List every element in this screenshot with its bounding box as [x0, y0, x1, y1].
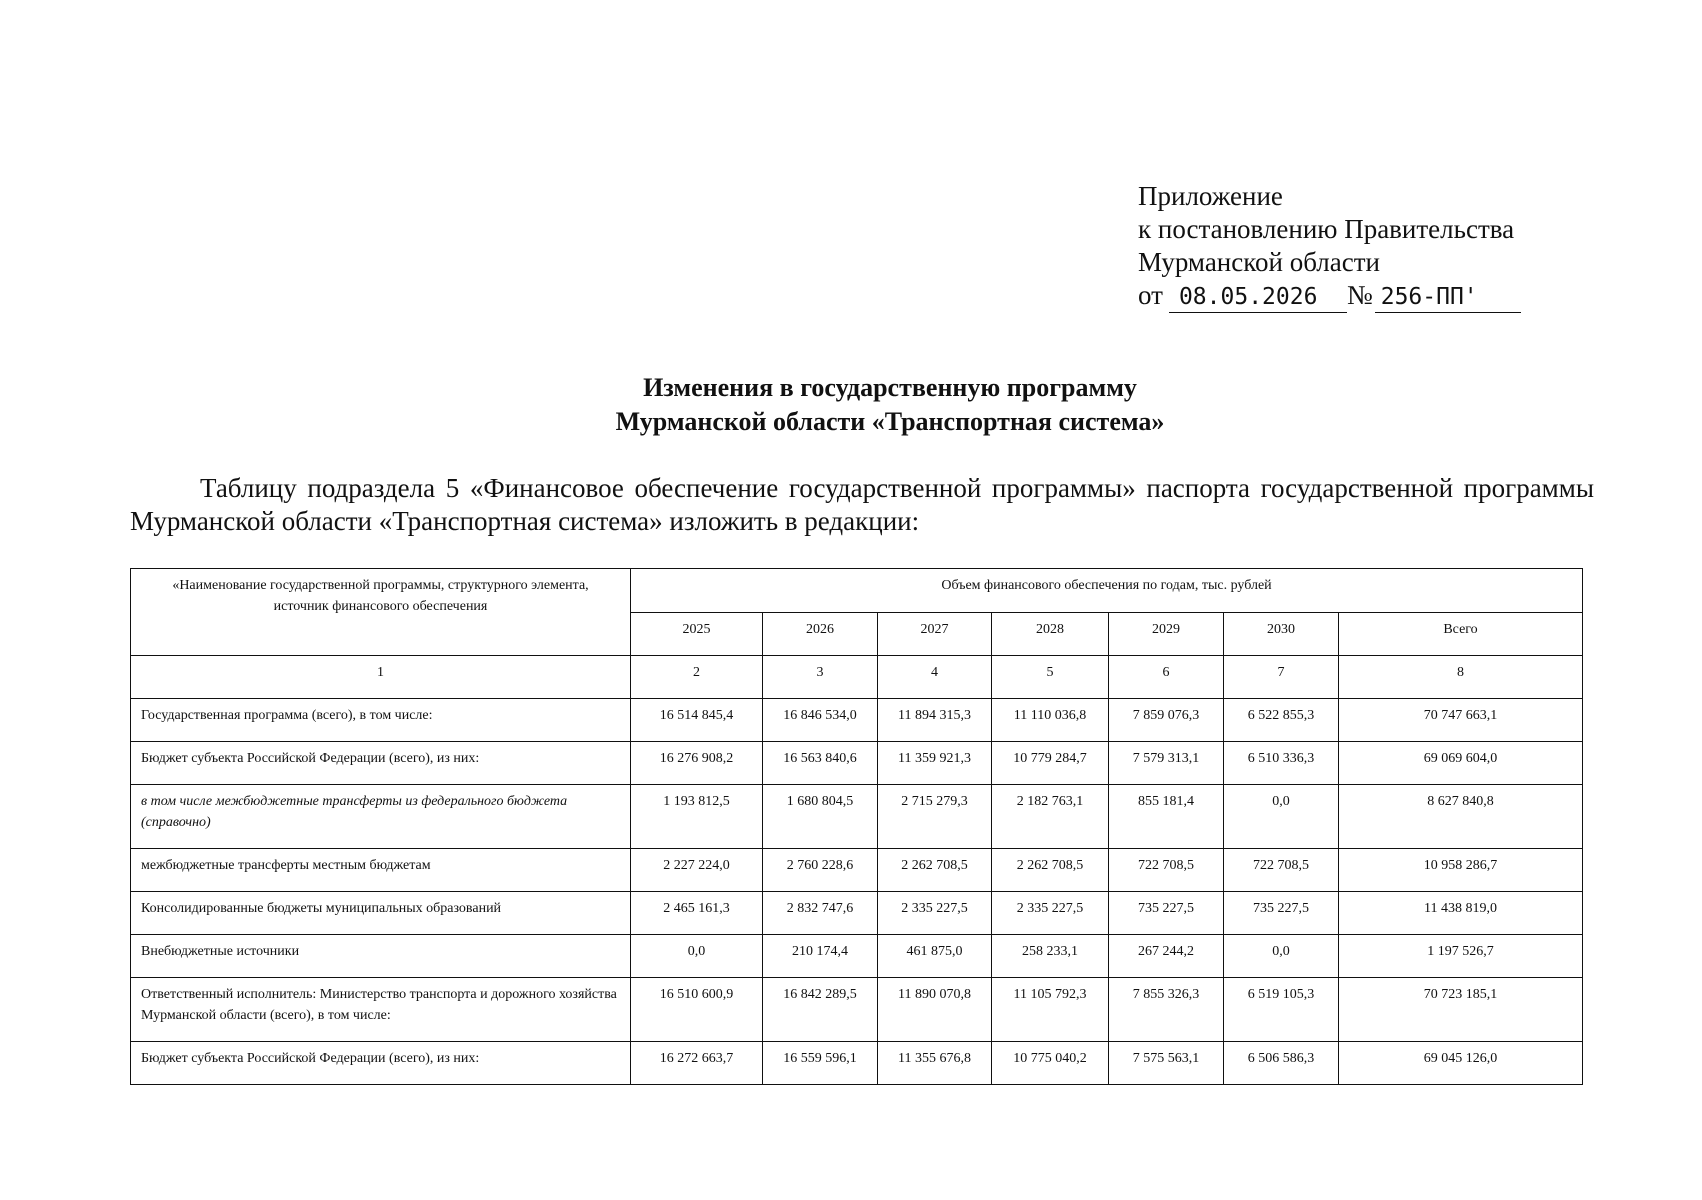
date-prefix: от: [1138, 280, 1163, 310]
appendix-decree-line: к постановлению Правительства: [1138, 214, 1515, 244]
table-row: [131, 978, 1583, 1042]
appendix-block: [1138, 180, 1521, 313]
value-cell: 6 519 105,3: [1224, 978, 1339, 1042]
year-header: 2027: [878, 612, 992, 656]
row-name: Бюджет субъекта Российской Федерации (всего), из них:: [131, 742, 631, 785]
table-row: [131, 935, 1583, 978]
row-name: Государственная программа (всего), в том числе:: [131, 699, 631, 742]
total-cell: 70 723 185,1: [1339, 978, 1583, 1042]
appendix-region-line: Мурманской области: [1138, 247, 1380, 277]
decree-number: 256-ПП': [1375, 282, 1521, 313]
document-title: [0, 371, 1702, 439]
table-row: [131, 849, 1583, 892]
total-cell: 69 045 126,0: [1339, 1042, 1583, 1085]
column-number: 4: [878, 656, 992, 699]
value-cell: 16 272 663,7: [631, 1042, 763, 1085]
value-cell: 16 846 534,0: [763, 699, 878, 742]
financing-group-header: Объем финансового обеспечения по годам, тыс. рублей: [631, 569, 1583, 613]
value-cell: 2 715 279,3: [878, 785, 992, 849]
value-cell: 258 233,1: [992, 935, 1109, 978]
name-header-text-2: источник финансового обеспечения: [273, 599, 488, 614]
value-cell: 16 276 908,2: [631, 742, 763, 785]
value-cell: 0,0: [1224, 785, 1339, 849]
value-cell: 735 227,5: [1109, 892, 1224, 935]
value-cell: 210 174,4: [763, 935, 878, 978]
column-number: 5: [992, 656, 1109, 699]
value-cell: 16 514 845,4: [631, 699, 763, 742]
value-cell: 2 760 228,6: [763, 849, 878, 892]
total-cell: 1 197 526,7: [1339, 935, 1583, 978]
appendix-date-line: [1138, 279, 1521, 313]
name-column-header: [131, 569, 631, 656]
value-cell: 722 708,5: [1109, 849, 1224, 892]
value-cell: 11 105 792,3: [992, 978, 1109, 1042]
total-cell: 8 627 840,8: [1339, 785, 1583, 849]
decree-date: 08.05.2026: [1169, 282, 1347, 313]
column-number: 1: [131, 656, 631, 699]
value-cell: 1 193 812,5: [631, 785, 763, 849]
value-cell: 11 355 676,8: [878, 1042, 992, 1085]
table-row: [131, 785, 1583, 849]
value-cell: 1 680 804,5: [763, 785, 878, 849]
column-number: 6: [1109, 656, 1224, 699]
value-cell: 6 522 855,3: [1224, 699, 1339, 742]
value-cell: 0,0: [1224, 935, 1339, 978]
value-cell: 11 894 315,3: [878, 699, 992, 742]
value-cell: 7 575 563,1: [1109, 1042, 1224, 1085]
value-cell: 2 227 224,0: [631, 849, 763, 892]
value-cell: 461 875,0: [878, 935, 992, 978]
table-row: [131, 1042, 1583, 1085]
row-name: Консолидированные бюджеты муниципальных образований: [131, 892, 631, 935]
column-number: 3: [763, 656, 878, 699]
year-header: 2029: [1109, 612, 1224, 656]
value-cell: 2 182 763,1: [992, 785, 1109, 849]
total-cell: 10 958 286,7: [1339, 849, 1583, 892]
row-name: Внебюджетные источники: [131, 935, 631, 978]
title-line-2: Мурманской области «Транспортная система»: [615, 407, 1165, 436]
value-cell: 16 842 289,5: [763, 978, 878, 1042]
intro-paragraph: Таблицу подраздела 5 «Финансовое обеспечение государственной программы» паспорта государственной программы Мурманской области «Транспортная система» изложить в редакции:: [130, 473, 1594, 536]
financing-table: [130, 568, 1583, 1085]
row-name: межбюджетные трансферты местным бюджетам: [131, 849, 631, 892]
value-cell: 855 181,4: [1109, 785, 1224, 849]
value-cell: 11 359 921,3: [878, 742, 992, 785]
value-cell: 2 335 227,5: [878, 892, 992, 935]
year-header: 2028: [992, 612, 1109, 656]
row-name: Ответственный исполнитель: Министерство транспорта и дорожного хозяйства Мурманской области (всего), в том числе:: [131, 978, 631, 1042]
value-cell: 10 775 040,2: [992, 1042, 1109, 1085]
total-header: Всего: [1339, 612, 1583, 656]
title-line-1: Изменения в государственную программу: [643, 373, 1137, 402]
value-cell: 7 855 326,3: [1109, 978, 1224, 1042]
value-cell: 735 227,5: [1224, 892, 1339, 935]
table-body: [131, 699, 1583, 1085]
year-header: 2025: [631, 612, 763, 656]
column-number: 2: [631, 656, 763, 699]
value-cell: 2 335 227,5: [992, 892, 1109, 935]
value-cell: 0,0: [631, 935, 763, 978]
year-header: 2026: [763, 612, 878, 656]
value-cell: 16 559 596,1: [763, 1042, 878, 1085]
table-row: [131, 699, 1583, 742]
row-name: в том числе межбюджетные трансферты из федерального бюджета (справочно): [131, 785, 631, 849]
row-name: Бюджет субъекта Российской Федерации (всего), из них:: [131, 1042, 631, 1085]
table-row: [131, 742, 1583, 785]
value-cell: 2 262 708,5: [878, 849, 992, 892]
total-cell: 69 069 604,0: [1339, 742, 1583, 785]
appendix-label: Приложение: [1138, 181, 1283, 211]
value-cell: 6 506 586,3: [1224, 1042, 1339, 1085]
value-cell: 7 859 076,3: [1109, 699, 1224, 742]
value-cell: 2 262 708,5: [992, 849, 1109, 892]
value-cell: 7 579 313,1: [1109, 742, 1224, 785]
column-number: 8: [1339, 656, 1583, 699]
value-cell: 6 510 336,3: [1224, 742, 1339, 785]
table-header: [131, 569, 1583, 699]
table-row: [131, 892, 1583, 935]
total-cell: 11 438 819,0: [1339, 892, 1583, 935]
total-cell: 70 747 663,1: [1339, 699, 1583, 742]
year-header: 2030: [1224, 612, 1339, 656]
value-cell: 16 563 840,6: [763, 742, 878, 785]
value-cell: 267 244,2: [1109, 935, 1224, 978]
name-header-text: «Наименование государственной программы, структурного элемента,: [172, 578, 589, 593]
value-cell: 10 779 284,7: [992, 742, 1109, 785]
value-cell: 2 832 747,6: [763, 892, 878, 935]
value-cell: 722 708,5: [1224, 849, 1339, 892]
value-cell: 2 465 161,3: [631, 892, 763, 935]
value-cell: 11 890 070,8: [878, 978, 992, 1042]
value-cell: 11 110 036,8: [992, 699, 1109, 742]
number-prefix: №: [1346, 280, 1373, 310]
column-number: 7: [1224, 656, 1339, 699]
value-cell: 16 510 600,9: [631, 978, 763, 1042]
